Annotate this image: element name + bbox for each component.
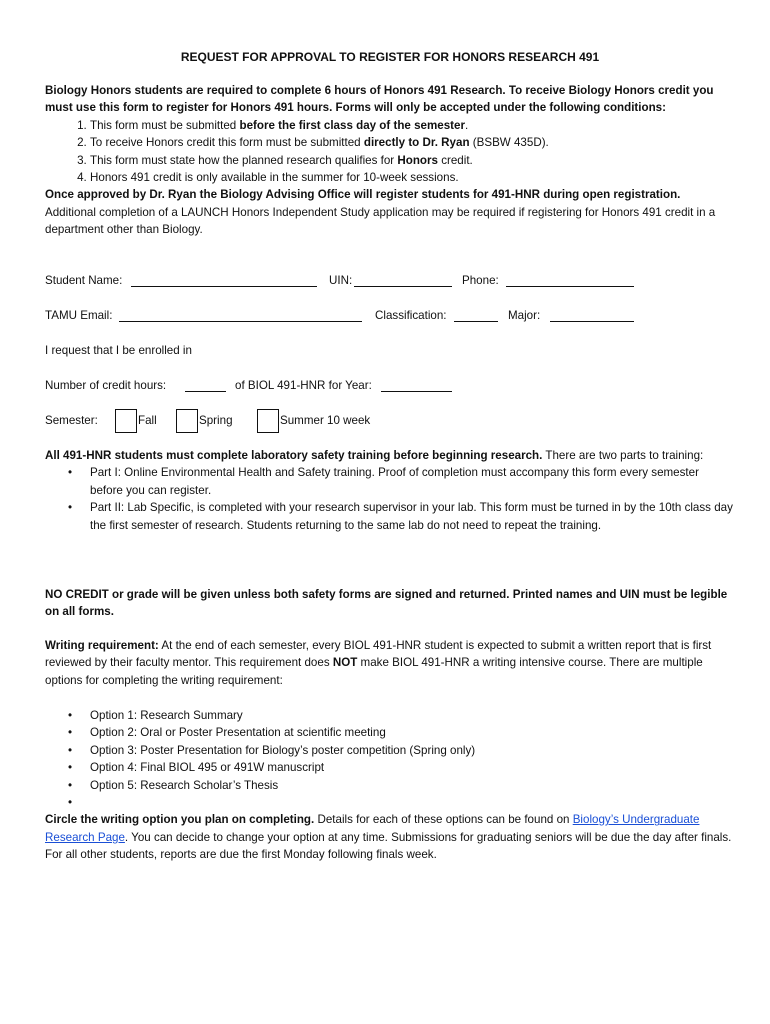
tamu-email-label: TAMU Email: [45, 309, 113, 322]
fall-checkbox[interactable] [115, 409, 137, 433]
research-page-link[interactable]: Biology’s Undergraduate Research Page [45, 813, 700, 844]
phone-label: Phone: [462, 274, 499, 287]
row-credit-hours [45, 377, 735, 397]
safety-part-2: • Part II: Lab Specific, is completed with your research supervisor in your lab. This form must be turned in by the 10th class day the first semester of research. Students returning to the same lab do not need to repeat the training. [90, 499, 735, 534]
page-title: REQUEST FOR APPROVAL TO REGISTER FOR HONORS RESEARCH 491 [180, 50, 600, 64]
condition-4: 4. Honors 491 credit is only available in the summer for 10-week sessions. [90, 169, 735, 186]
semester-label: Semester: [45, 414, 98, 427]
spring-checkbox[interactable] [176, 409, 198, 433]
uin-label: UIN: [329, 274, 353, 287]
phone-field[interactable] [506, 272, 634, 287]
writing-section [45, 637, 735, 689]
request-text: I request that I be enrolled in [45, 344, 192, 357]
student-name-field[interactable] [131, 272, 317, 287]
writing-option-empty [90, 794, 735, 811]
safety-section [45, 447, 735, 534]
intro-section [45, 82, 735, 239]
intro-paragraph: Biology Honors students are required to complete 6 hours of Honors 491 Research. To receive Biology Honors credit you must use this form to register for Honors 491 hours. Forms will only be accepted under the following conditions: [45, 84, 714, 115]
major-label: Major: [508, 309, 541, 322]
writing-not: NOT [332, 656, 358, 670]
row-student-info [45, 272, 735, 292]
launch-note: Additional completion of a LAUNCH Honors Independent Study application may be required if registering for Honors 491 credit in a department other than Biology. [45, 205, 716, 237]
condition-text: This form must be submitted [90, 118, 240, 132]
safety-text: There are two parts to training: [542, 449, 704, 462]
writing-text: At the end of each semester, every BIOL 491-HNR student is expected to submit a written report that is first reviewed by their faculty mentor. This requirement does [45, 639, 712, 670]
safety-part-1: • Part I: Online Environmental Health and Safety training. Proof of completion must accompany this form every semester before you can register. [90, 464, 735, 499]
circle-emphasis: Circle the writing option you plan on completing. [45, 813, 315, 827]
biol-year-label: of BIOL 491-HNR for Year: [235, 379, 372, 392]
major-field[interactable] [550, 307, 634, 322]
row-semester [45, 412, 735, 438]
condition-2 [90, 134, 735, 151]
writing-paragraph [45, 637, 735, 689]
condition-text: (BSBW 435D). [469, 136, 549, 150]
spring-label: Spring [199, 414, 233, 427]
approval-note: Once approved by Dr. Ryan the Biology Advising Office will register students for 491-HNR during open registration. [45, 188, 681, 202]
writing-option-5: • Option 5: Research Scholar’s Thesis [90, 777, 735, 794]
condition-text: . [465, 118, 469, 132]
circle-text: Details for each of these options can be found on [314, 813, 573, 827]
condition-emphasis: before the first class day of the semester [239, 118, 466, 132]
summer-checkbox[interactable] [257, 409, 279, 433]
student-name-label: Student Name: [45, 274, 123, 287]
year-field[interactable] [381, 377, 452, 392]
writing-options-list [45, 707, 735, 811]
writing-label: Writing requirement: [45, 639, 159, 652]
condition-emphasis: Honors [397, 153, 438, 167]
condition-text: To receive Honors credit this form must be submitted [90, 136, 364, 150]
fall-label: Fall [138, 414, 157, 427]
row-contact-info [45, 307, 735, 327]
writing-option-2: • Option 2: Oral or Poster Presentation at scientific meeting [90, 724, 735, 741]
safety-list [45, 464, 735, 534]
condition-text: This form must state how the planned research qualifies for [90, 153, 398, 167]
conditions-list [45, 117, 735, 187]
row-request [45, 342, 735, 362]
writing-text: make BIOL 491-HNR a writing intensive course. There are multiple options for completing the writing requirement: [45, 656, 703, 687]
summer-label: Summer 10 week [280, 414, 371, 427]
safety-intro [45, 447, 735, 464]
classification-label: Classification: [375, 309, 447, 322]
writing-options-section [45, 707, 735, 864]
writing-option-4: • Option 4: Final BIOL 495 or 491W manuscript [90, 759, 735, 776]
writing-option-3: • Option 3: Poster Presentation for Biology’s poster competition (Spring only) [90, 742, 735, 759]
safety-emphasis: All 491-HNR students must complete laboratory safety training before beginning research. [45, 449, 543, 462]
circle-text: . You can decide to change your option at any time. Submissions for graduating seniors will be due the day after finals. For all other students, reports are due the first Monday following finals week. [45, 830, 732, 862]
credit-hours-field[interactable] [185, 377, 226, 392]
condition-text: credit. [437, 153, 473, 167]
credit-hours-label: Number of credit hours: [45, 379, 167, 392]
tamu-email-field[interactable] [119, 307, 362, 322]
condition-3 [90, 152, 735, 169]
no-credit-warning: NO CREDIT or grade will be given unless both safety forms are signed and returned. Printed names and UIN must be legible on all forms. [45, 588, 728, 619]
classification-field[interactable] [454, 307, 498, 322]
uin-field[interactable] [354, 272, 452, 287]
condition-emphasis: directly to Dr. Ryan [363, 136, 470, 150]
circle-option-paragraph [45, 811, 735, 863]
writing-option-1: • Option 1: Research Summary [90, 707, 735, 724]
condition-1 [90, 117, 735, 134]
